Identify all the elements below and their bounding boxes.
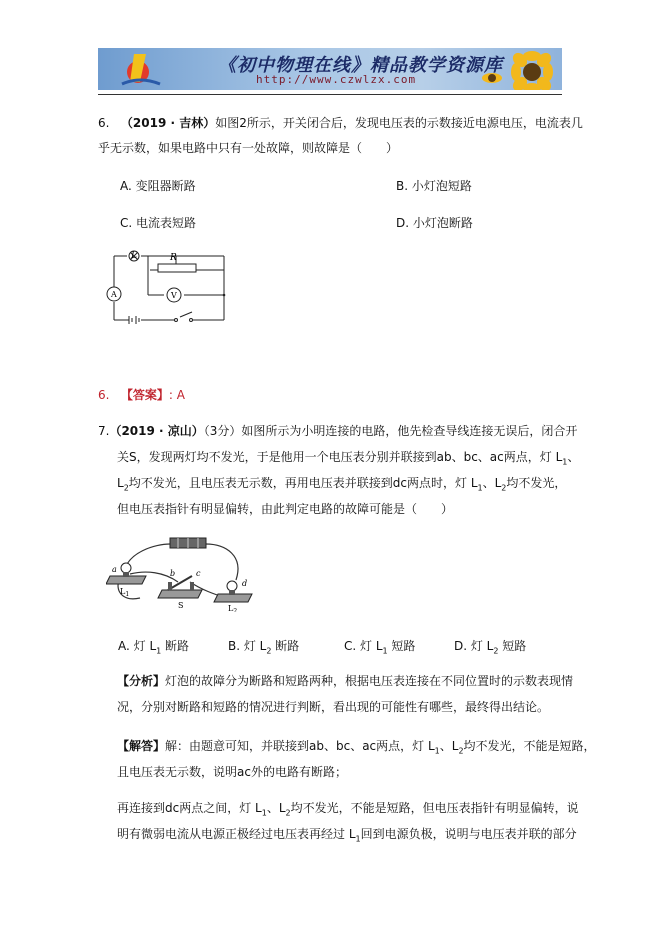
q7-circuit-photo: [106, 532, 256, 612]
analysis-line-1: [117, 673, 573, 689]
q6-number: 6.: [98, 116, 110, 130]
q6-stem-1: 如图2所示，开关闭合后，发现电压表的示数接近电源电压，电流表几: [215, 116, 583, 130]
q7-stem-1: 如图所示为小明连接的电路，他先检查导线连接无误后，闭合开: [241, 424, 578, 438]
label-c: c: [196, 569, 201, 578]
q6-option-d: D. 小灯泡断路: [396, 216, 473, 230]
answer-6-value: : A: [168, 388, 185, 402]
label-a: A: [111, 290, 117, 299]
q7-option-c: C. 灯 $L_1$ 短路: [344, 639, 416, 656]
q7-stem-3d: 均不发光，: [506, 476, 567, 490]
q7-number: 7.: [98, 424, 110, 438]
q6-option-a: A. 变阻器断路: [120, 179, 196, 193]
q6-line-1: [98, 115, 583, 131]
banner-title: 《初中物理在线》精品教学资源库: [218, 55, 503, 76]
q7-points: （3分）: [203, 424, 242, 438]
q6-circuit-diagram: [100, 250, 240, 330]
answer-6-number: 6.: [98, 388, 110, 402]
q7-line-2: [117, 449, 579, 470]
q7-option-b: B. 灯 $L_2$ 断路: [228, 639, 300, 656]
q7-sub: 2: [123, 483, 129, 493]
rheostat-icon: [158, 264, 196, 272]
label-l1: $L_1$: [120, 587, 130, 598]
q7-line-3: [117, 475, 566, 496]
solution-line-1: 【解答】解：由题意可知，并联接到ab、bc、ac两点，灯 $L_1$、$L_2$均不发光，不能是短路，: [117, 739, 596, 756]
solution-line-2: 且电压表无示数，说明ac外的电路有断路；: [117, 765, 347, 779]
q7-stem-2a: 关S，发现两灯均不发光，于是他用一个电压表分别并联接到ab、bc、ac两点，灯 L: [117, 450, 563, 464]
battery-icon: [170, 538, 206, 548]
analysis-text: 灯泡的故障分为断路和短路两种，根据电压表连接在不同位置时的示数表现情: [165, 674, 574, 688]
q7-sub: 1: [477, 483, 483, 493]
q7-option-a: A. 灯 $L_1$ 断路: [118, 639, 190, 656]
q6-source: （2019 · 吉林）: [120, 116, 216, 130]
q7-sub: 1: [562, 457, 568, 467]
analysis-line-2: 况，分别对断路和短路的情况进行判断，看出现的可能性有哪些，最终得出结论。: [117, 700, 550, 714]
q7-source: （2019 · 凉山）: [109, 424, 204, 438]
q7-option-d: D. 灯 $L_2$ 短路: [454, 639, 527, 656]
label-l: L: [131, 251, 137, 261]
switch-icon: [158, 576, 202, 598]
label-v: V: [171, 291, 177, 300]
label-d: d: [242, 579, 248, 588]
label-r: R: [170, 253, 177, 263]
header-banner: [98, 48, 562, 90]
solution-tag: 【解答】: [117, 739, 166, 753]
q7-stem-3a: L: [117, 476, 124, 490]
q6-option-b: B. 小灯泡短路: [396, 179, 472, 193]
q7-line-1: [98, 423, 577, 439]
label-s: S: [178, 601, 184, 610]
q7-stem-2b: 、: [567, 450, 580, 464]
header-rule: [98, 94, 562, 95]
label-b: b: [170, 569, 176, 578]
q7-sub: 2: [501, 483, 507, 493]
banner-url: http://www.czwlzx.com: [256, 73, 417, 86]
answer-6: [98, 387, 185, 403]
q7-stem-3b: 均不发光，且电压表无示数，再用电压表并联接到dc两点时，灯 L: [128, 476, 478, 490]
logo-icon: [116, 48, 176, 90]
answer-6-tag: 【答案】: [120, 388, 169, 402]
solution-line-4: 明有微弱电流从电源正极经过电压表再经过 $L_1$回到电源负极，说明与电压表并联的部分: [117, 827, 577, 844]
q7-stem-4: 但电压表指针有明显偏转，由此判定电路的故障可能是（ ）: [117, 502, 454, 516]
q6-option-c: C. 电流表短路: [120, 216, 197, 230]
analysis-tag: 【分析】: [117, 674, 166, 688]
q6-stem-2: 乎无示数，如果电路中只有一处故障，则故障是（ ）: [98, 141, 399, 155]
label-a: a: [112, 565, 117, 574]
solution-line-3: 再连接到dc两点之间，灯 $L_1$、$L_2$均不发光，不能是短路，但电压表指针有明显偏转，说: [117, 801, 579, 818]
q7-stem-3c: 、L: [482, 476, 502, 490]
label-l2: $L_2$: [228, 604, 238, 612]
